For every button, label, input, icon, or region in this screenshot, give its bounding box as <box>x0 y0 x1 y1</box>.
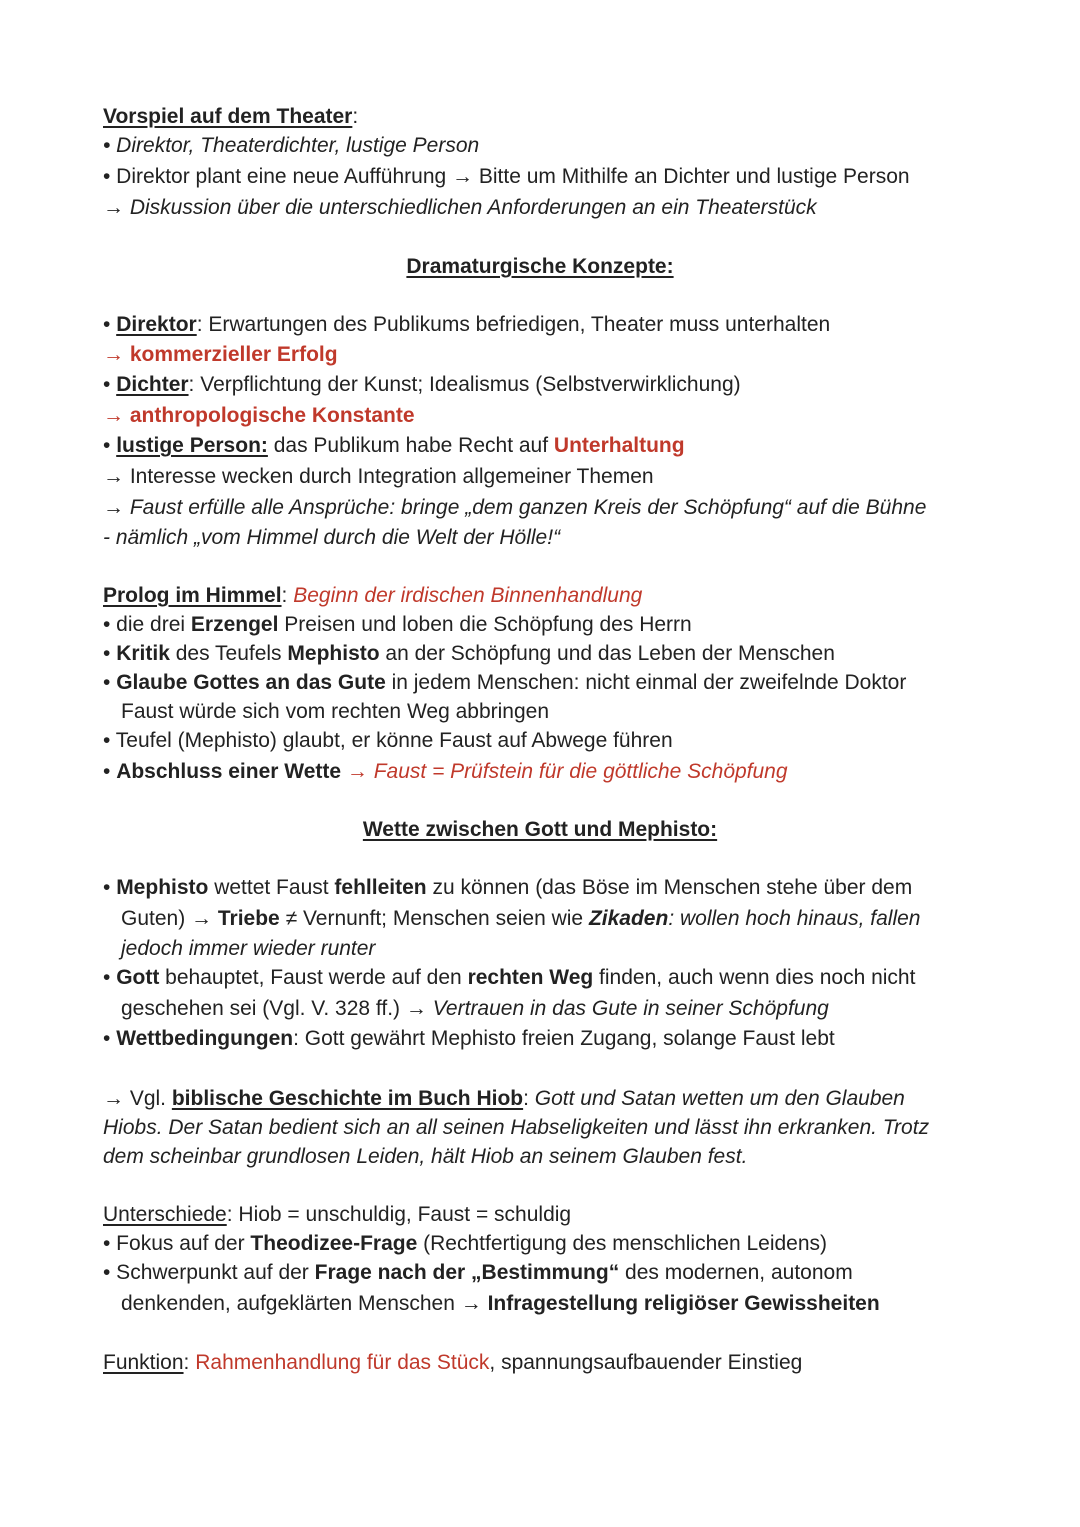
prolog-bullet-5 <box>103 757 788 786</box>
mephisto-bullet-line-2 <box>121 904 920 933</box>
bestimmung-bullet <box>103 1258 853 1287</box>
vorspiel-bullet-2: • Direktor plant eine neue Aufführung → Bitte um Mithilfe an Dichter und lustige Person <box>103 165 910 188</box>
lustige-person-line-2: → Interesse wecken durch Integration allgemeiner Themen <box>103 465 654 488</box>
dramaturgische-konzepte-title: Dramaturgische Konzepte: <box>406 255 674 278</box>
infragestellung-term: Infragestellung religiöser Gewissheiten <box>487 1292 880 1315</box>
mephisto-bullet-e: zu können (das Böse im Menschen stehe über dem <box>426 876 913 899</box>
wette-title-line <box>0 815 1080 844</box>
bullet: • <box>103 313 117 336</box>
triebe-term: Triebe <box>217 907 280 930</box>
vertrauen-text: Vertrauen in das Gute in seiner Schöpfung <box>432 997 829 1020</box>
wettbedingungen-bullet <box>103 1024 835 1053</box>
theodizee-c: (Rechtfertigung des menschlichen Leidens) <box>417 1232 828 1255</box>
prolog-bullet-4: • Teufel (Mephisto) glaubt, er könne Faust auf Abwege führen <box>103 729 673 752</box>
lustige-person-term: lustige Person: <box>116 434 268 457</box>
unterhaltung-highlight: Unterhaltung <box>553 434 685 457</box>
wette-title: Wette zwischen Gott und Mephisto: <box>362 818 718 841</box>
funktion-line <box>103 1348 802 1377</box>
gott-bullet-line-2 <box>121 994 829 1023</box>
mephisto-l2-a: Guten) → <box>121 907 218 930</box>
prolog-heading-line <box>103 581 642 610</box>
theodizee-bullet <box>103 1229 827 1258</box>
hiob-term: biblische Geschichte im Buch Hiob <box>171 1087 524 1110</box>
gott-l2-a: geschehen sei (Vgl. V. 328 ff.) → <box>121 997 433 1020</box>
prolog-bullet-2-c: des Teufels <box>169 642 288 665</box>
bullet: • <box>103 434 117 457</box>
prolog-colon: : <box>281 584 294 607</box>
prolog-bullet-1-a: • die drei <box>103 613 191 636</box>
kritik-term: Kritik <box>116 642 170 665</box>
glaube-term: Glaube Gottes an das Gute <box>116 671 386 694</box>
mephisto-bullet-line-3: jedoch immer wieder runter <box>121 937 376 960</box>
unterschiede-text: : Hiob = unschuldig, Faust = schuldig <box>226 1203 572 1226</box>
gott-term: Gott <box>116 966 160 989</box>
wette-term: Abschluss einer Wette <box>116 760 342 783</box>
bestimmung-a: • Schwerpunkt auf der <box>103 1261 315 1284</box>
wettbedingungen-term: Wettbedingungen <box>116 1027 294 1050</box>
vorspiel-arrow-line: → Diskussion über die unterschiedlichen Anforderungen an ein Theaterstück <box>103 196 817 219</box>
zikaden-term: Zikaden <box>588 907 669 930</box>
direktor-result: → kommerzieller Erfolg <box>103 343 338 366</box>
dichter-line <box>103 370 741 399</box>
fehlleiten-term: fehlleiten <box>334 876 427 899</box>
wettbedingungen-text: : Gott gewährt Mephisto freien Zugang, solange Faust lebt <box>293 1027 835 1050</box>
vorspiel-bullet-1: • Direktor, Theaterdichter, lustige Person <box>103 134 480 157</box>
hiob-colon: : <box>523 1087 535 1110</box>
lustige-person-line-3: → Faust erfülle alle Ansprüche: bringe „dem ganzen Kreis der Schöpfung“ auf die Bühne <box>103 496 927 519</box>
prolog-subtitle: Beginn der irdischen Binnenhandlung <box>293 584 643 607</box>
funktion-colon: : <box>183 1351 196 1374</box>
direktor-line <box>103 310 830 339</box>
mephisto-bullet <box>103 873 912 902</box>
prolog-bullet-3 <box>103 668 906 697</box>
hiob-line-3: dem scheinbar grundlosen Leiden, hält Hiob an seinem Glauben fest. <box>103 1145 748 1168</box>
rechten-weg-term: rechten Weg <box>467 966 594 989</box>
unterschiede-line <box>103 1200 571 1229</box>
bestimmung-c: des modernen, autonom <box>619 1261 853 1284</box>
vorspiel-colon: : <box>352 105 359 128</box>
rahmenhandlung-highlight: Rahmenhandlung für das Stück <box>195 1351 490 1374</box>
dichter-result: → anthropologische Konstante <box>103 404 415 427</box>
gott-bullet <box>103 963 915 992</box>
funktion-text: , spannungsaufbauender Einstieg <box>489 1351 803 1374</box>
gott-bullet-e: finden, auch wenn dies noch nicht <box>593 966 916 989</box>
funktion-heading: Funktion <box>103 1351 184 1374</box>
hiob-line-2: Hiobs. Der Satan bedient sich an all seinen Habseligkeiten und lässt ihn erkranken. Trotz <box>103 1116 930 1139</box>
dramaturgische-konzepte-title-line <box>0 252 1080 281</box>
bullet: • <box>103 966 117 989</box>
bullet: • <box>103 373 117 396</box>
prolog-bullet-1 <box>103 610 692 639</box>
bullet: • <box>103 760 117 783</box>
vorspiel-heading: Vorspiel auf dem Theater <box>103 105 353 128</box>
prolog-heading: Prolog im Himmel <box>103 584 282 607</box>
prolog-bullet-1-c: Preisen und loben die Schöpfung des Herrn <box>278 613 692 636</box>
bullet: • <box>103 1027 117 1050</box>
direktor-text: : Erwartungen des Publikums befriedigen, Theater muss unterhalten <box>196 313 831 336</box>
lustige-person-line <box>103 431 685 460</box>
prolog-bullet-3-c: in jedem Menschen: nicht einmal der zweifelnde Doktor <box>385 671 907 694</box>
pruefstein-highlight: → Faust = Prüfstein für die göttliche Schöpfung <box>341 760 788 783</box>
mephisto-bullet-c: wettet Faust <box>208 876 335 899</box>
dichter-term: Dichter <box>116 373 189 396</box>
hiob-line-1 <box>103 1084 905 1113</box>
unterschiede-heading: Unterschiede <box>103 1203 227 1226</box>
erzengel-term: Erzengel <box>190 613 279 636</box>
bestimmung-l2-a: denkenden, aufgeklärten Menschen → <box>121 1292 488 1315</box>
theodizee-term: Theodizee-Frage <box>250 1232 418 1255</box>
dichter-text: : Verpflichtung der Kunst; Idealismus (Selbstverwirklichung) <box>188 373 741 396</box>
mephisto-l2-c: ≠ Vernunft; Menschen seien wie <box>279 907 589 930</box>
hiob-l1-d: Gott und Satan wetten um den Glauben <box>534 1087 905 1110</box>
bullet: • <box>103 876 117 899</box>
mephisto-l2-e: : wollen hoch hinaus, fallen <box>668 907 921 930</box>
lustige-person-text: das Publikum habe Recht auf <box>267 434 554 457</box>
bestimmung-term: Frage nach der „Bestimmung“ <box>314 1261 620 1284</box>
prolog-bullet-2 <box>103 639 835 668</box>
bestimmung-bullet-line-2 <box>121 1289 880 1318</box>
prolog-bullet-2-e: an der Schöpfung und das Leben der Menschen <box>379 642 835 665</box>
lustige-person-line-4: - nämlich „vom Himmel durch die Welt der Hölle!“ <box>103 526 561 549</box>
gott-bullet-c: behauptet, Faust werde auf den <box>159 966 468 989</box>
direktor-term: Direktor <box>116 313 197 336</box>
prolog-bullet-3-cont: Faust würde sich vom rechten Weg abbringen <box>121 700 549 723</box>
theodizee-a: • Fokus auf der <box>103 1232 251 1255</box>
mephisto-term: Mephisto <box>116 876 209 899</box>
bullet: • <box>103 642 117 665</box>
bullet: • <box>103 671 117 694</box>
hiob-l1-a: → Vgl. <box>103 1087 172 1110</box>
mephisto-term: Mephisto <box>287 642 380 665</box>
vorspiel-heading-line <box>103 102 358 131</box>
